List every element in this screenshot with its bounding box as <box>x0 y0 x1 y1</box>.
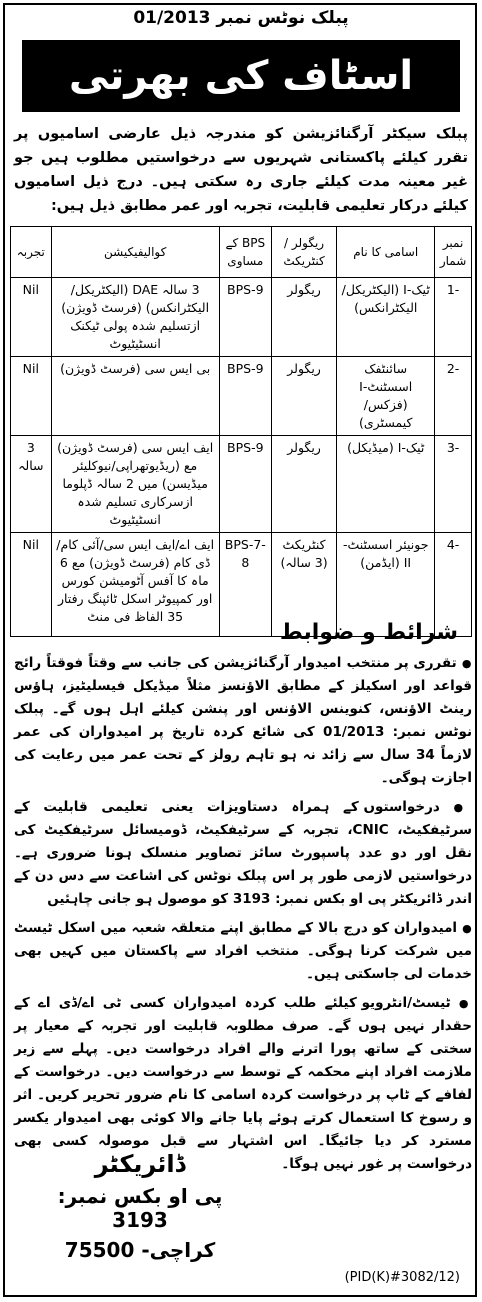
cell-name: جونیئر اسسٹنٹ-II (ایڈمن) <box>337 533 435 637</box>
cell-num: -4 <box>435 533 472 637</box>
signature-block <box>50 1150 230 1262</box>
bullet-icon: ● <box>453 801 473 814</box>
recruitment-banner: اسٹاف کی بھرتی <box>22 40 460 112</box>
term-item <box>14 796 472 911</box>
bullet-icon: ● <box>462 922 472 935</box>
bullet-icon: ● <box>458 997 472 1010</box>
cell-category: کنٹریکٹ (3 سالہ) <box>271 533 336 637</box>
header-bps: BPS کے مساوی <box>219 227 271 278</box>
cell-name: ٹیک-I (الیکٹریکل/الیکٹرانکس) <box>337 278 435 357</box>
table-header-row <box>11 227 472 278</box>
term-text: تقرری پر منتخب امیدوار آرگنائزیشن کی جانب سے وقتاً فوقتاً رائج قواعد اور اسکیلز کے مطابق الاؤنسز مثلاً میڈیکل فیسلیٹیز، ہاؤس رینٹ الاؤنس، کنوینس الاؤنس اور پنشن کیلئے اہل ہوں گے۔ پبلک نوٹس نمبر: 01/2013 کی شائع کردہ تاریخ پر امیدواران کی عمر لازماً 34 سال سے زائد نہ ہو تاہم رولز کے تحت عمر میں رعایت کی اجازت ہوگی۔ <box>14 655 473 786</box>
cell-experience: Nil <box>11 533 52 637</box>
header-qualification: کوالیفیکیشن <box>51 227 219 278</box>
header-category: ریگولر / کنٹریکٹ <box>271 227 336 278</box>
cell-num: -3 <box>435 436 472 533</box>
term-text: امیدواران کو درج بالا کے مطابق اپنے متعلقہ شعبہ میں اسکل ٹیسٹ میں شرکت کرنا ہوگی۔ منتخب افراد سے پاکستان میں کہیں بھی خدمات لی جاسکتی ہیں۔ <box>14 920 472 982</box>
term-text: ٹیسٹ/انٹرویو کیلئے طلب کردہ امیدواران کسی ٹی اے/ڈی اے کے حقدار نہیں ہوں گے۔ صرف مطلوبہ قابلیت اور تجربہ کے معیار پر سختی کے ساتھ پورا اترنے والے افراد درخواست دیں۔ پہلے سے زیر ملازمت افراد اپنے محکمہ کے توسط سے درخواست دیں۔ درخواست کے لفافے کے ٹاپ پر درخواست کردہ اسامی کا نام ضرور تحریر کریں۔ اثر و رسوخ کا استعمال کرتے ہوئے پایا جانے والا کوئی بھی امیدوار یکسر مسترد کر دیا جائیگا۔ اس اشتہار سے قبل موصولہ کسی بھی درخواست پر غور نہیں ہوگا۔ <box>14 995 472 1172</box>
cell-bps: BPS-7-8 <box>219 533 271 637</box>
cell-name: سائنٹفک اسسٹنٹ-I (فزکس/کیمسٹری) <box>337 357 435 436</box>
header-num: نمبر شمار <box>435 227 472 278</box>
cell-experience: Nil <box>11 278 52 357</box>
cell-category: ریگولر <box>271 357 336 436</box>
cell-name: ٹیک-I (میڈیکل) <box>337 436 435 533</box>
cell-experience: 3 سالہ <box>11 436 52 533</box>
cell-bps: BPS-9 <box>219 357 271 436</box>
cell-experience: Nil <box>11 357 52 436</box>
table-row <box>11 357 472 436</box>
notice-number: پبلک نوٹس نمبر 01/2013 <box>133 8 349 28</box>
header-experience: تجربہ <box>11 227 52 278</box>
cell-qualification: ایف ایس سی (فرسٹ ڈویژن) مع (ریڈیوتھراپی/نیوکلیئر میڈیسن) میں 2 سالہ ڈپلوما ازسرکاری تسلیم شدہ انسٹیٹیوٹ <box>51 436 219 533</box>
cell-category: ریگولر <box>271 436 336 533</box>
table-row <box>11 436 472 533</box>
cell-bps: BPS-9 <box>219 278 271 357</box>
city-postcode: کراچی- 75500 <box>64 1238 216 1262</box>
po-box: پی او بکس نمبر: 3193 <box>57 1184 223 1232</box>
bullet-icon: ● <box>461 657 472 670</box>
intro-paragraph: پبلک سیکٹر آرگنائزیشن کو مندرجہ ذیل عارضی اسامیوں پر تقرر کیلئے پاکستانی شہریوں سے درخواستیں مطلوب ہیں جو غیر معینہ مدت کیلئے جاری رہ سکتی ہیں۔ درج ذیل اسامیوں کیلئے درکار تعلیمی قابلیت، تجربہ اور عمر مطابق ذیل ہیں: <box>14 126 468 214</box>
terms-title: شرائط و ضوابط <box>279 620 458 645</box>
term-text: درخواستوں کے ہمراہ دستاویزات یعنی تعلیمی قابلیت کے سرٹیفکیٹ، CNIC، تجربہ کے سرٹیفکیٹ، ڈومیسائل سرٹیفکیٹ کی نقل اور دو عدد پاسپورٹ سائز تصاویر منسلک ہونا ضروری ہے۔ درخواستیں لازمی طور پر اس پبلک نوٹس کی اشاعت سے دس دن کے اندر ڈائریکٹر پی او بکس نمبر: 3193 کو موصول ہو جانی چاہئیں <box>14 799 472 907</box>
pid-reference: (PID(K)#3082/12) <box>344 1270 460 1285</box>
cell-category: ریگولر <box>271 278 336 357</box>
term-item <box>14 992 472 1176</box>
signature-title: ڈائریکٹر <box>94 1150 186 1178</box>
term-item <box>14 917 472 986</box>
header-name: اسامی کا نام <box>337 227 435 278</box>
cell-bps: BPS-9 <box>219 436 271 533</box>
cell-num: -1 <box>435 278 472 357</box>
table-row <box>11 278 472 357</box>
cell-qualification: 3 سالہ DAE (الیکٹریکل/الیکٹرانکس) (فرسٹ ڈویژن) ازتسلیم شدہ پولی ٹیکنک انسٹیٹیوٹ <box>51 278 219 357</box>
posts-table <box>10 226 472 637</box>
term-item <box>14 652 472 790</box>
cell-num: -2 <box>435 357 472 436</box>
cell-qualification: بی ایس سی (فرسٹ ڈویژن) <box>51 357 219 436</box>
terms-list <box>14 652 472 1182</box>
cell-qualification: ایف اے/ایف ایس سی/آئی کام/ڈی کام (فرسٹ ڈویژن) مع 6 ماہ کا آفس آٹومیشن کورس اور کمپیوٹر اسکل ٹائپنگ رفتار 35 الفاظ فی منٹ <box>51 533 219 637</box>
